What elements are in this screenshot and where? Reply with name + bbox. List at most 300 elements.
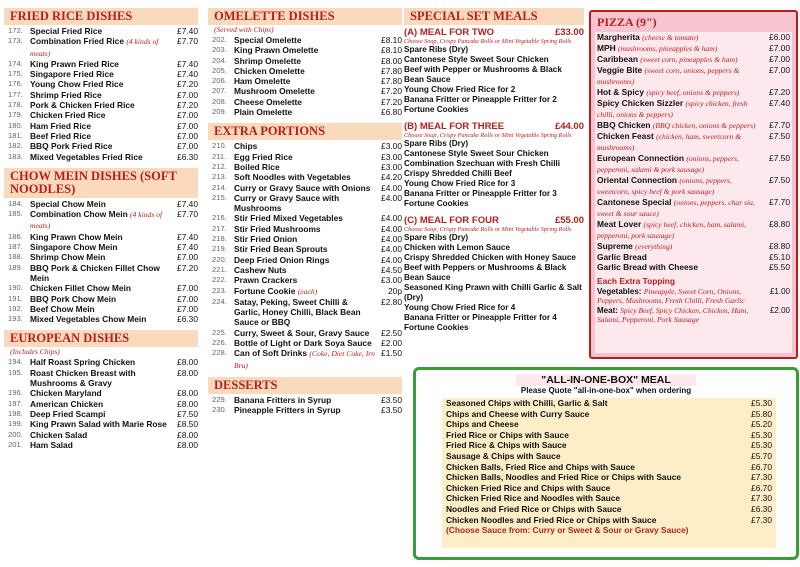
item-number: 225. — [212, 327, 227, 337]
item-name — [234, 56, 376, 66]
pizza-note: (sweet corn, onions, peppers & mushrooms) — [597, 66, 740, 86]
item-name — [234, 97, 376, 107]
meal-line: Cantonese Style Sweet Sour Chicken — [404, 149, 549, 158]
item-name-text: Special Fried Rice — [30, 26, 103, 36]
item-price: £3.50 — [381, 394, 402, 405]
menu-item — [208, 286, 402, 297]
box-item-name: Chicken Balls, Noodles and Fried Rice or Chips with Sauce — [446, 472, 682, 483]
item-name — [30, 430, 172, 440]
item-name — [30, 252, 172, 262]
box-item — [442, 451, 776, 462]
item-name-text: King Prawn Chow Mein — [30, 231, 123, 242]
item-price: £7.00 — [177, 293, 198, 304]
menu-item — [4, 69, 198, 79]
item-price: £4.00 — [381, 182, 402, 193]
topping-meat-price: £2.00 — [769, 305, 790, 315]
pizza-note: (onions, peppers, char siu, sweet & sour sauce) — [597, 198, 755, 218]
item-price: £6.30 — [177, 151, 198, 162]
european-subtitle: (Includes Chips) — [10, 347, 60, 357]
pizza-item — [595, 252, 792, 262]
item-price: £6.80 — [381, 107, 402, 118]
item-name-text: Singapore Chow Mein — [30, 242, 118, 253]
item-name-text: Chicken Fillet Chow Mein — [30, 283, 131, 294]
box-item — [442, 430, 776, 441]
meal-subtitle: Choose Soup, Crispy Pancake Rolls or Mini Vegetable Spring Rolls — [404, 132, 572, 139]
meal-line: Young Chow Fried Rice for 4 — [404, 303, 516, 312]
pizza-price: £7.50 — [769, 175, 790, 185]
menu-item — [4, 90, 198, 100]
extra-topping-title: Each Extra Topping — [597, 276, 676, 286]
item-name — [234, 107, 376, 117]
item-name-text: Cheese Omelette — [234, 96, 302, 107]
menu-item — [4, 209, 198, 232]
item-price: £2.50 — [381, 327, 402, 338]
item-number: 224. — [212, 296, 227, 306]
pizza-name-text: Veggie Bite — [597, 65, 643, 75]
item-name — [234, 141, 376, 151]
section-title-chow-mein: CHOW MEIN DISHES (SOFT NOODLES) — [4, 168, 198, 198]
pizza-item — [595, 219, 792, 241]
item-name-text: Cashew Nuts — [234, 264, 287, 275]
item-price: £8.00 — [177, 388, 198, 399]
menu-item — [208, 66, 402, 76]
menu-item — [208, 297, 402, 328]
item-name — [30, 419, 172, 429]
item-price: £4.20 — [381, 172, 402, 183]
pizza-name — [597, 32, 764, 43]
item-name-text: Deep Fried Onion Rings — [234, 254, 330, 265]
item-price: £7.20 — [381, 86, 402, 97]
menu-item — [208, 172, 402, 182]
pizza-name-text: Garlic Bread with Cheese — [597, 262, 699, 272]
pizza-item — [595, 175, 792, 197]
item-price: £7.40 — [177, 26, 198, 36]
meal-header — [404, 27, 584, 38]
pizza-name-text: Chicken Feast — [597, 131, 654, 141]
item-number: 193. — [8, 314, 23, 324]
item-price: £6.30 — [177, 314, 198, 325]
meal-label: (C) MEAL FOR FOUR — [404, 215, 499, 226]
menu-item — [208, 35, 402, 45]
item-name — [234, 86, 376, 96]
item-name-text: Soft Noodles with Vegetables — [234, 172, 351, 183]
item-number: 205. — [212, 65, 227, 75]
menu-item — [4, 152, 198, 162]
item-number: 207. — [212, 86, 227, 96]
chow-mein-list — [4, 199, 198, 325]
pizza-name — [597, 197, 764, 219]
item-name — [234, 66, 376, 76]
item-number: 198. — [8, 408, 23, 418]
menu-item — [208, 224, 402, 234]
item-name — [234, 297, 376, 328]
pizza-name — [597, 131, 764, 153]
menu-item — [4, 419, 198, 429]
item-name — [234, 183, 376, 193]
item-name-text: Stir Fried Onion — [234, 234, 298, 245]
fried-rice-list — [4, 26, 198, 162]
item-price: £4.00 — [381, 192, 402, 203]
pizza-inner — [595, 32, 792, 353]
pizza-item — [595, 98, 792, 120]
box-item — [442, 409, 776, 420]
item-name — [234, 224, 376, 234]
meal-header — [404, 215, 584, 226]
item-name — [234, 395, 376, 405]
pizza-item — [595, 120, 792, 131]
meal-line: Banana Fritter or Pineapple Fritter for 2 — [404, 95, 557, 104]
item-name-text: Curry or Gravy Sauce with Onions — [234, 182, 371, 193]
item-price: £7.00 — [177, 252, 198, 263]
item-number: 202. — [212, 35, 227, 44]
pizza-item — [595, 153, 792, 175]
item-price: £7.00 — [177, 141, 198, 152]
topping-meat-label: Meat: — [597, 305, 618, 315]
item-name — [30, 409, 172, 419]
item-price: £7.00 — [177, 120, 198, 131]
box-item-name: Noodles and Fried Rice or Chips with Sauce — [446, 503, 622, 514]
item-name-text: Combination Chow Mein — [30, 209, 128, 220]
pizza-item — [595, 54, 792, 65]
box-item-price: £7.30 — [751, 514, 772, 525]
box-item-price: £6.30 — [751, 503, 772, 514]
item-number: 186. — [8, 231, 23, 241]
item-price: £7.70 — [177, 36, 198, 47]
item-price: £7.00 — [177, 89, 198, 100]
meal-line: Young Chow Fried Rice for 3 — [404, 179, 516, 188]
item-name-text: Ham Salad — [30, 439, 73, 450]
item-number: 217. — [212, 223, 227, 233]
item-price: £4.00 — [381, 234, 402, 245]
menu-item — [208, 162, 402, 172]
menu-item — [208, 141, 402, 151]
meal-line: Chicken with Lemon Sauce — [404, 243, 511, 252]
item-price: £7.20 — [177, 79, 198, 90]
item-price: £2.80 — [381, 296, 402, 307]
item-price: £7.40 — [177, 198, 198, 209]
menu-item — [4, 430, 198, 440]
item-name-text: Young Chow Fried Rice — [30, 79, 124, 90]
omelette-subtitle: (Served with Chips) — [214, 25, 274, 34]
item-name — [234, 162, 376, 172]
item-price: £3.00 — [381, 275, 402, 286]
item-name-text: King Prawn Omelette — [234, 45, 319, 56]
item-name — [234, 35, 376, 45]
pizza-price: £8.80 — [769, 241, 790, 251]
item-name — [30, 199, 172, 209]
item-price: £3.50 — [381, 405, 402, 416]
topping-meat-text: Spicy Beef, Spicy Chicken, Chicken, Ham, Salami, Pepperoni, Pork Sausage — [597, 305, 749, 325]
item-number: 185. — [8, 209, 23, 219]
pizza-note: (spicy beef, onions & peppers) — [646, 88, 740, 97]
item-name-text: Half Roast Spring Chicken — [30, 357, 136, 368]
item-name — [234, 172, 376, 182]
item-number: 178. — [8, 100, 23, 110]
meal-subtitle: Choose Soup, Crispy Pancake Rolls or Mini Vegetable Spring Rolls — [404, 38, 572, 45]
item-number: 184. — [8, 198, 23, 208]
item-number: 181. — [8, 130, 23, 140]
pizza-name-text: Spicy Chicken Sizzler — [597, 98, 684, 108]
item-price: £1.50 — [381, 348, 402, 359]
box-item — [442, 398, 776, 409]
meal-price: £33.00 — [554, 27, 584, 38]
menu-item — [208, 255, 402, 265]
menu-item — [208, 348, 402, 371]
item-price: £4.00 — [381, 213, 402, 224]
item-name-text: American Chicken — [30, 398, 104, 409]
item-name-text: Chicken Salad — [30, 429, 88, 440]
item-number: 180. — [8, 120, 23, 130]
all-in-one-box-panel — [413, 367, 799, 560]
item-name — [30, 100, 172, 110]
item-price: £7.50 — [177, 408, 198, 419]
pizza-name-text: Meat Lover — [597, 219, 642, 229]
menu-item — [208, 56, 402, 66]
item-name-text: Fortune Cookie — [234, 285, 296, 296]
pizza-name — [597, 98, 764, 120]
item-price: £4.50 — [381, 264, 402, 275]
box-inner — [442, 398, 776, 548]
item-name-text: Special Chow Mein — [30, 198, 106, 209]
item-number: 191. — [8, 293, 23, 303]
item-name — [234, 45, 376, 55]
item-price: £7.80 — [381, 76, 402, 87]
menu-item — [4, 368, 198, 389]
pizza-price: £5.10 — [769, 252, 790, 262]
topping-veg-text: Pineapple, Sweet Corn, Onions, Peppers, Mushrooms, Fresh Chilli, Fresh Garlic — [597, 287, 745, 306]
box-item-price: £5.80 — [751, 408, 772, 419]
item-number: 210. — [212, 141, 227, 151]
item-name-text: Egg Fried Rice — [234, 151, 293, 162]
item-number: 203. — [212, 45, 227, 55]
item-price: £7.70 — [177, 209, 198, 220]
box-item-name: Fried Rice & Chips with Sauce — [446, 440, 567, 451]
item-number: 211. — [212, 151, 227, 161]
pizza-item — [595, 131, 792, 153]
box-item-price: £5.30 — [751, 429, 772, 440]
item-name-text: Can of Soft Drinks — [234, 348, 308, 359]
item-price: £7.40 — [177, 69, 198, 80]
item-name-text: Stir Fried Bean Sprouts — [234, 244, 328, 255]
box-item-price: £6.70 — [751, 482, 772, 493]
menu-item — [4, 304, 198, 314]
item-name-text: BBQ Pork Fried Rice — [30, 141, 113, 152]
section-title-omelette: OMELETTE DISHES — [208, 8, 402, 25]
item-price: £8.00 — [177, 429, 198, 440]
pizza-price: £6.00 — [769, 32, 790, 42]
meal-header — [404, 121, 584, 132]
item-number: 201. — [8, 439, 23, 449]
pizza-price: £7.70 — [769, 120, 790, 130]
menu-item — [208, 183, 402, 193]
menu-item — [4, 409, 198, 419]
topping-meat-row — [595, 306, 792, 325]
item-number: 216. — [212, 213, 227, 223]
item-name — [30, 131, 172, 141]
item-number: 172. — [8, 26, 23, 35]
box-item-price: £5.30 — [751, 440, 772, 451]
menu-item — [208, 338, 402, 348]
item-number: 209. — [212, 107, 227, 117]
menu-item — [4, 357, 198, 367]
item-price: £2.00 — [381, 338, 402, 349]
pizza-price: £5.50 — [769, 262, 790, 272]
item-name-text: BBQ Pork Chow Mein — [30, 293, 117, 304]
pizza-price: £7.40 — [769, 98, 790, 108]
item-name-text: Banana Fritters in Syrup — [234, 394, 332, 405]
item-name — [234, 405, 376, 415]
item-number: 176. — [8, 79, 23, 89]
item-number: 223. — [212, 285, 227, 295]
pizza-name-text: Caribbean — [597, 54, 638, 64]
pizza-name — [597, 120, 764, 131]
item-name-text: Mixed Vegetables Fried Rice — [30, 151, 143, 162]
item-number: 213. — [212, 172, 227, 182]
menu-item — [4, 36, 198, 59]
pizza-name — [597, 54, 764, 65]
menu-item — [208, 275, 402, 285]
item-name — [234, 76, 376, 86]
menu-item — [4, 388, 198, 398]
item-name-text: Stir Fried Mixed Vegetables — [234, 213, 343, 224]
meal-line: Crispy Shredded Chilli Beef — [404, 169, 512, 178]
item-name — [30, 314, 172, 324]
item-number: 230. — [212, 405, 227, 415]
item-name-text: Shrimp Omelette — [234, 55, 302, 66]
menu-item — [4, 283, 198, 293]
item-price: £8.00 — [177, 357, 198, 368]
pizza-name-text: European Connection — [597, 153, 685, 163]
item-number: 196. — [8, 388, 23, 398]
item-name — [234, 255, 376, 265]
section-title-fried-rice: FRIED RICE DISHES — [4, 8, 198, 25]
pizza-price: £7.50 — [769, 153, 790, 163]
pizza-item — [595, 197, 792, 219]
item-name — [30, 209, 172, 232]
item-name — [234, 275, 376, 285]
pizza-item — [595, 87, 792, 98]
section-title-european: EUROPEAN DISHES — [4, 330, 198, 347]
pizza-name-text: Cantonese Special — [597, 197, 672, 207]
pizza-price: £7.00 — [769, 43, 790, 53]
pizza-note: (sweet corn, pineapples & ham) — [640, 55, 738, 64]
pizza-item — [595, 65, 792, 87]
item-price: £7.40 — [177, 242, 198, 253]
meal-line: Banana Fritter or Pineapple Fritter for 3 — [404, 189, 557, 198]
item-name — [234, 213, 376, 223]
item-name-text: Beef Fried Rice — [30, 130, 91, 141]
menu-item — [208, 265, 402, 275]
meal-line: Cantonese Style Sweet Sour Chicken — [404, 55, 549, 64]
topping-veg-row — [595, 287, 792, 306]
menu-item — [4, 79, 198, 89]
pizza-name — [597, 262, 764, 272]
item-price: £8.00 — [177, 398, 198, 409]
pizza-note: (BBQ chicken, onions & peppers) — [652, 121, 756, 130]
item-name-text: Plain Omelette — [234, 107, 293, 118]
item-number: 221. — [212, 264, 227, 274]
item-price: £7.40 — [177, 58, 198, 69]
item-number: 183. — [8, 151, 23, 161]
item-name — [234, 286, 376, 297]
meal-line: Fortune Cookies — [404, 323, 469, 332]
pizza-name-text: Margherita — [597, 32, 640, 42]
item-name — [234, 328, 376, 338]
item-price: £7.00 — [177, 110, 198, 121]
item-note: (each) — [297, 286, 318, 296]
pizza-name-text: Garlic Bread — [597, 252, 647, 262]
item-price: £7.20 — [177, 100, 198, 111]
pizza-name — [597, 219, 764, 241]
item-name — [30, 440, 172, 450]
item-number: 189. — [8, 262, 23, 272]
box-item-name: Fried Rice or Chips with Sauce — [446, 429, 569, 440]
meal-label: (A) MEAL FOR TWO — [404, 27, 495, 38]
item-number: 188. — [8, 252, 23, 262]
meal-subtitle: Choose Soup, Crispy Pancake Rolls or Mini Vegetable Spring Rolls — [404, 226, 572, 233]
item-name-text: Ham Fried Rice — [30, 120, 91, 131]
item-price: £7.00 — [177, 130, 198, 141]
item-number: 212. — [212, 161, 227, 171]
box-item — [442, 483, 776, 494]
item-name-text: Singapore Fried Rice — [30, 69, 114, 80]
pizza-name-text: Supreme — [597, 241, 633, 251]
item-name — [30, 399, 172, 409]
menu-item — [4, 100, 198, 110]
pizza-name-text: BBQ Chicken — [597, 120, 651, 130]
item-price: £7.40 — [177, 231, 198, 242]
meal-line: Spare Ribs (Dry) — [404, 139, 469, 148]
item-name-text: Prawn Crackers — [234, 275, 298, 286]
meal-label: (B) MEAL FOR THREE — [404, 121, 505, 132]
box-item — [442, 419, 776, 430]
item-name-text: Ham Omelette — [234, 76, 291, 87]
item-number: 187. — [8, 242, 23, 252]
pizza-name — [597, 65, 764, 87]
item-number: 218. — [212, 234, 227, 244]
section-title-set-meals: SPECIAL SET MEALS — [404, 8, 584, 25]
item-name-text: Combination Fried Rice — [30, 36, 124, 47]
omelette-list — [208, 35, 402, 117]
menu-item — [208, 45, 402, 55]
item-number: 197. — [8, 398, 23, 408]
pizza-note: (onions, peppers, sweetcorn, spicy beef & pork sausage) — [597, 176, 732, 196]
pizza-item — [595, 241, 792, 252]
pizza-note: (mushrooms, pineapples & ham) — [617, 44, 718, 53]
item-name — [234, 338, 376, 348]
menu-item — [4, 199, 198, 209]
item-name — [30, 26, 172, 36]
pizza-price: £7.50 — [769, 131, 790, 141]
item-name — [30, 152, 172, 162]
pizza-note: (spicy beef, chicken, ham, salami, pepperoni, pork sausage) — [597, 220, 747, 240]
box-item-name: Chicken Fried Rice and Noodles with Sauce — [446, 493, 621, 504]
menu-item — [208, 395, 402, 405]
item-name — [30, 79, 172, 89]
item-name — [30, 59, 172, 69]
pizza-note: (everything) — [635, 242, 673, 251]
box-item — [442, 472, 776, 483]
box-item-price: £5.20 — [751, 419, 772, 430]
meal-price: £44.00 — [554, 121, 584, 132]
pizza-panel — [589, 10, 798, 359]
item-name — [30, 121, 172, 131]
menu-item — [208, 152, 402, 162]
menu-item — [208, 97, 402, 107]
menu-item — [4, 242, 198, 252]
item-name — [30, 141, 172, 151]
item-number: 222. — [212, 275, 227, 285]
